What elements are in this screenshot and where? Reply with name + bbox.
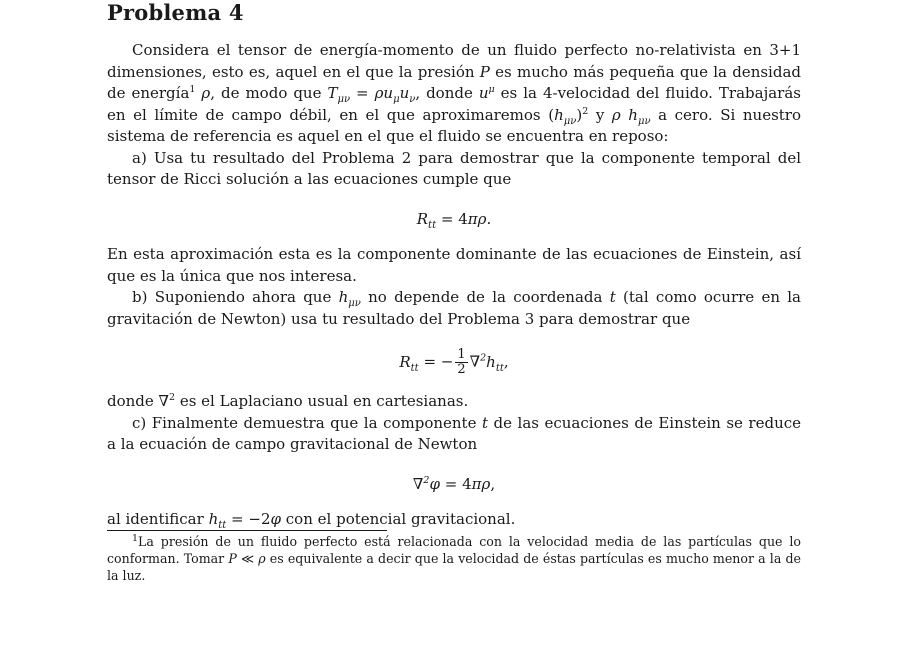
equation-poisson: ∇$^2$φ = 4πρ, — [412, 474, 496, 493]
intro-paragraph: Considera el tensor de energía-momento de un fluido perfecto no-relativista en 3+1 dimensiones, esto es, aquel en el que la presión P es mucho más pequeña que la densidad de energía$^1$ ρ, de modo que $T_{\mu\nu} = \rho u_\mu u_\nu$, donde $u^\mu$ es la 4-velocidad del fluido. Trabajarás en el límite de campo débil, en el que aproximaremos $(h_{\mu\nu})^2$ y ρ $h_{\mu\nu}$ a cero. Si nuestro sistema de referencia es aquel en el que el fluido se encuentra en reposo: — [107, 41, 802, 145]
part-b-paragraph: b) Suponiendo ahora que $h_{\mu\nu}$ no depende de la coordenada t (tal como ocurre en la gravitación de Newton) usa tu resultado del Problema 3 para demostrar que — [107, 288, 801, 328]
footnote: $^1$La presión de un fluido perfecto está relacionada con la velocidad media de las partículas que lo conforman. Tomar P ≪ ρ es equivalente a decir que la velocidad de éstas partículas es mucho menor a la de la luz. — [107, 532, 801, 583]
problem-title: Problema 4 — [107, 0, 244, 25]
after-eq1-paragraph: En esta aproximación esta es la componente dominante de las ecuaciones de Einstein, así que es la única que nos interesa. — [107, 245, 801, 285]
after-eq3-paragraph: al identificar $h_{tt} = -2\varphi$ con el potencial gravitacional. — [107, 510, 516, 531]
part-c-paragraph: c) Finalmente demuestra que la componente t de las ecuaciones de Einstein se reduce a la ecuación de campo gravitacional de Newton — [107, 413, 802, 453]
problem-body — [107, 40, 801, 531]
after-eq2-paragraph: donde ∇$^2$ es el Laplaciano usual en cartesianas. — [107, 392, 469, 410]
equation-ricci-tt: $R_{tt} = 4\pi\rho$. — [416, 209, 492, 231]
footnote-rule — [107, 530, 387, 531]
equation-ricci-laplacian: $R_{tt}$ = − $\frac{1}{2}$ $\nabla^2h_{tt}$, — [399, 347, 509, 377]
part-a-paragraph: a) Usa tu resultado del Problema 2 para demostrar que la componente temporal del tensor de Ricci solución a las ecuaciones cumple que — [107, 148, 801, 188]
